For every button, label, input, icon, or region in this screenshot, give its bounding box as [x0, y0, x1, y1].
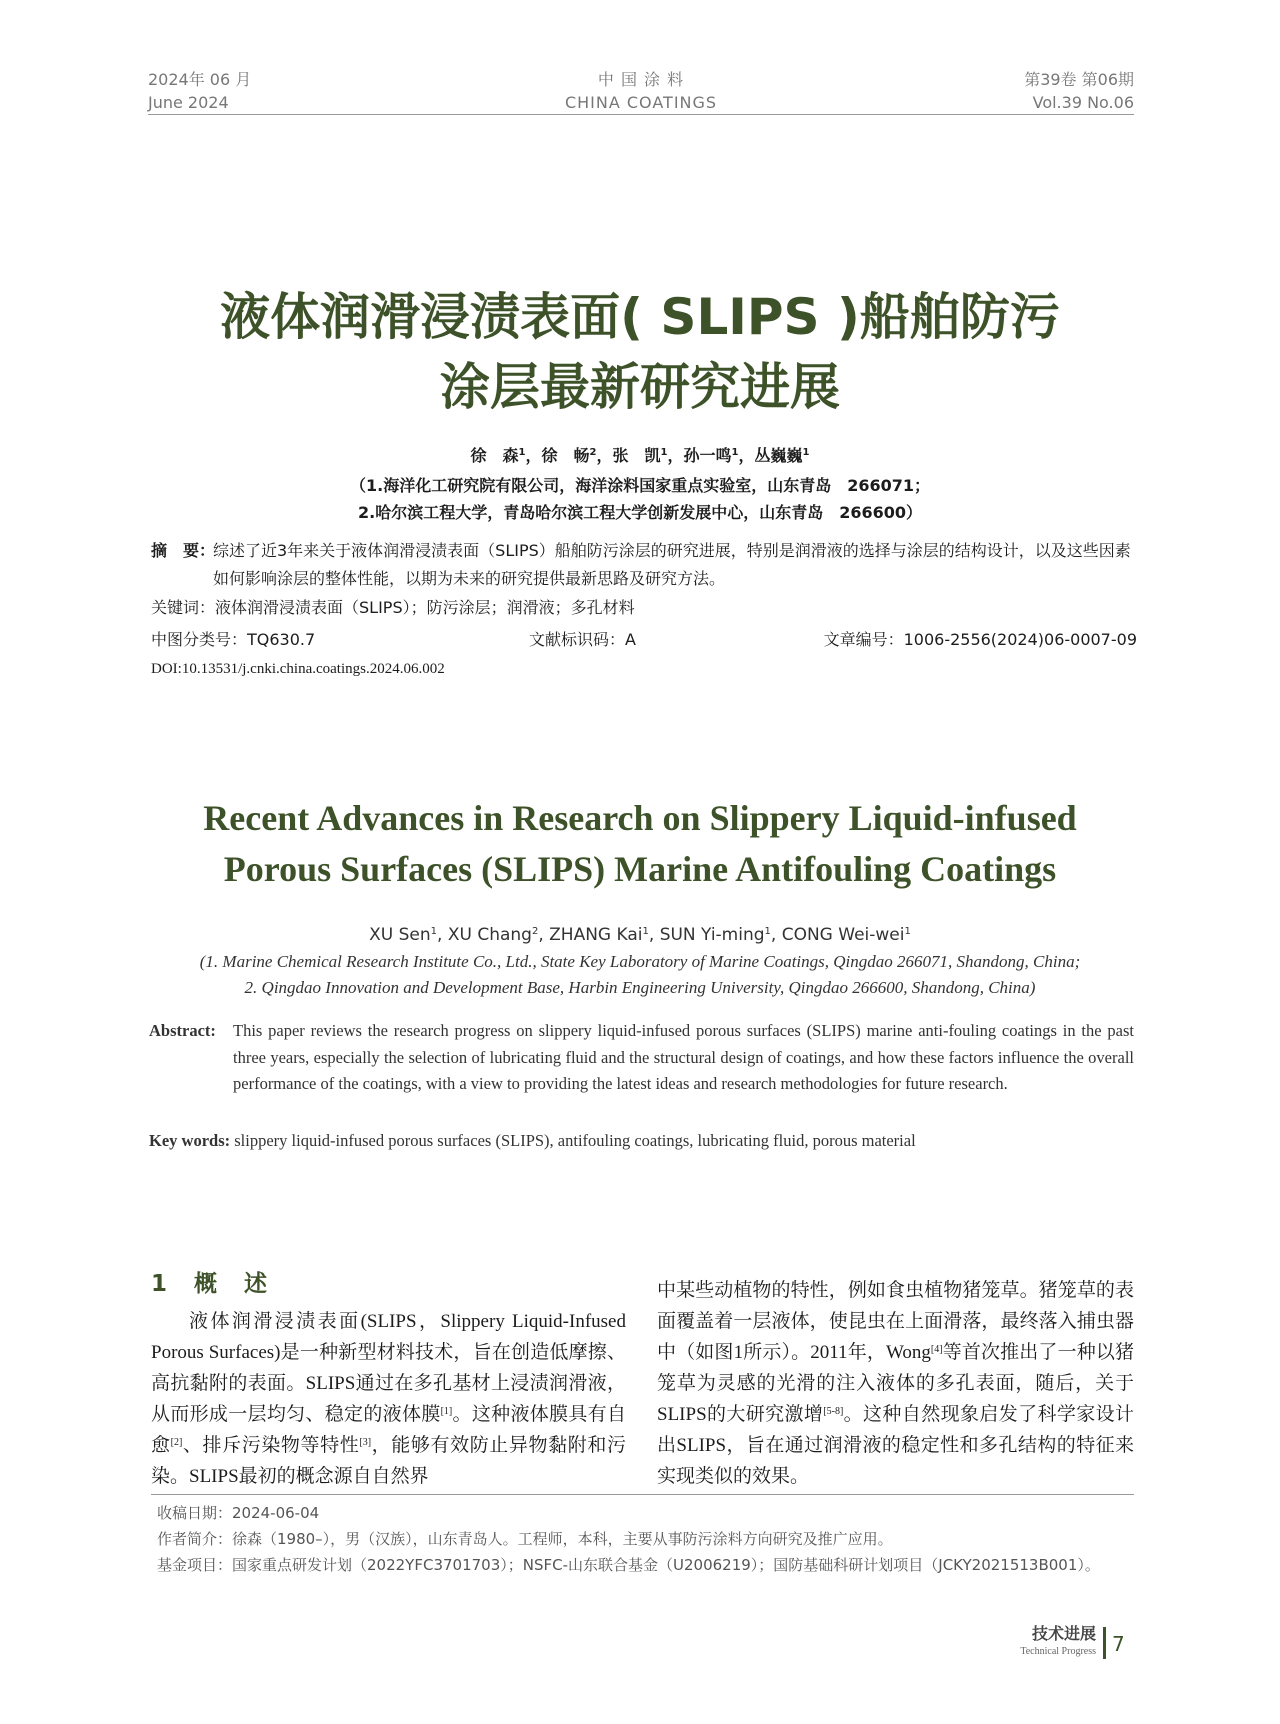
author-cn: 张 凯$^1$: [612, 446, 668, 465]
affiliation-cn-2: 2.哈尔滨工程大学，青岛哈尔滨工程大学创新发展中心，山东青岛 266600）: [357, 503, 922, 522]
header-issue-cn: 第39卷 第06期: [1024, 70, 1134, 89]
affiliations-en: [100, 949, 1180, 1001]
author-list-cn: 徐 森$^1$，徐 畅$^2$，张 凯$^1$，孙一鸣$^1$，丛巍巍$^1$: [470, 446, 810, 465]
author-en: XU Chang$^2$: [447, 925, 539, 945]
paper-title-cn-line1: 液体润滑浸渍表面( SLIPS )船舶防污: [220, 288, 1060, 346]
author-en: SUN Yi-ming$^1$: [659, 925, 771, 945]
header-journal: [148, 68, 1134, 114]
running-header: [148, 68, 1134, 115]
keywords-cn: [151, 595, 1141, 621]
citation: [5-8]: [823, 1406, 844, 1417]
footnote-author-bio: 作者简介：徐森（1980–），男（汉族），山东青岛人。工程师，本科，主要从事防污涂料方向研究及推广应用。: [157, 1530, 893, 1548]
keywords-cn-text: 液体润滑浸渍表面（SLIPS）；防污涂层；润滑液；多孔材料: [215, 598, 635, 617]
affiliation-en-2: 2. Qingdao Innovation and Development Base, Harbin Engineering University, Qingdao 266600, Shandong, China): [244, 978, 1036, 997]
header-issue: [1024, 68, 1134, 114]
paper-title-en: [100, 793, 1180, 895]
body-column-right: 中某些动植物的特性，例如食虫植物猪笼草。猪笼草的表面覆盖着一层液体，使昆虫在上面滑落，最终落入捕虫器中（如图1所示）。2011年，Wong[4]等首次推出了一种以猪笼草为灵感的光滑的注入液体的多孔表面，随后，关于SLIPS的大研究激增[5-8]。这种自然现象启发了科学家设计出SLIPS，旨在通过润滑液的稳定性和多孔结构的特征来实现类似的效果。: [657, 1280, 1134, 1487]
classification-row: [151, 627, 1137, 653]
abstract-cn-text: 综述了近3年来关于液体润滑浸渍表面（SLIPS）船舶防污涂层的研究进展，特别是润滑液的选择与涂层的结构设计，以及这些因素如何影响涂层的整体性能，以期为未来的研究提供最新思路及研究方法。: [213, 541, 1131, 588]
footer-section-cn: 技术进展: [1031, 1624, 1096, 1643]
clc-number: 中图分类号：TQ630.7: [151, 630, 316, 649]
footer-divider: [1103, 1627, 1106, 1659]
citation: [1]: [440, 1406, 453, 1417]
article-number: 文章编号：1006-2556(2024)06-0007-09: [823, 630, 1137, 649]
body-column-left: 液体润滑浸渍表面(SLIPS，Slippery Liquid-Infused Porous Surfaces)是一种新型材料技术，旨在创造低摩擦、高抗黏附的表面。SLIPS通过在多孔基材上浸渍润滑液，从而形成一层均匀、稳定的液体膜[1]。这种液体膜具有自愈[2]、排斥污染物等特性[3]，能够有效防止异物黏附和污染。SLIPS最初的概念源自自然界: [151, 1311, 626, 1487]
affiliation-en-1: (1. Marine Chemical Research Institute Co., Ltd., State Key Laboratory of Marine Coatings, Qingdao 266071, Shandong, China;: [199, 952, 1081, 971]
affiliation-cn-1: （1.海洋化工研究院有限公司，海洋涂料国家重点实验室，山东青岛 266071；: [349, 476, 930, 495]
header-date-cn: 2024年 06 月: [148, 70, 252, 89]
footer-section-en: Technical Progress: [1020, 1646, 1096, 1657]
document-code: 文献标识码：A: [529, 630, 636, 649]
citation: [3]: [359, 1437, 372, 1448]
header-journal-cn: 中 国 涂 料: [597, 70, 685, 89]
footnote-funding: 基金项目：国家重点研发计划（2022YFC3701703）；NSFC-山东联合基金（U2006219）；国防基础科研计划项目（JCKY2021513B001）。: [157, 1556, 1100, 1574]
paper-title-en-line1: Recent Advances in Research on Slippery Liquid-infused: [203, 798, 1077, 838]
citation: [4]: [930, 1344, 943, 1355]
keywords-cn-label: 关键词：: [151, 598, 216, 617]
abstract-cn: [151, 537, 1141, 593]
author-cn: 徐 森$^1$: [470, 446, 526, 465]
header-date-en: June 2024: [148, 93, 229, 112]
abstract-en-label: Abstract:: [149, 1021, 216, 1040]
header-issue-en: Vol.39 No.06: [1032, 93, 1134, 112]
abstract-en-text: This paper reviews the research progress on slippery liquid-infused porous surfaces (SLIPS) marine anti-fouling coatings in the past three years, especially the selection of lubricating fluid and the structural design of coatings, and how these factors influence the overall performance of the coatings, with a view to providing the latest ideas and research methodologies for future research.: [233, 1021, 1134, 1093]
abstract-en: [149, 1018, 1134, 1098]
paper-title-en-line2: Porous Surfaces (SLIPS) Marine Antifouling Coatings: [223, 849, 1057, 889]
author-en: XU Sen$^1$: [369, 925, 438, 945]
citation: [2]: [170, 1437, 183, 1448]
affiliations-cn: [100, 472, 1180, 526]
author-cn: 孙一鸣$^1$: [683, 446, 739, 465]
page-number: 7: [1112, 1632, 1125, 1656]
author-cn: 徐 畅$^2$: [541, 446, 597, 465]
doi: DOI:10.13531/j.cnki.china.coatings.2024.06.002: [151, 661, 445, 677]
header-journal-en: CHINA COATINGS: [564, 93, 718, 112]
author-en: ZHANG Kai$^1$: [549, 925, 649, 945]
paper-title-cn-line2: 涂层最新研究进展: [440, 358, 840, 416]
paper-title-cn: [100, 282, 1180, 422]
keywords-en: [149, 1128, 1134, 1154]
footnote-received-date: 收稿日期：2024-06-04: [157, 1504, 320, 1522]
author-en: CONG Wei-wei$^1$: [781, 925, 911, 945]
section-heading: 1 概 述: [151, 1271, 270, 1297]
author-list-en: XU Sen$^1$, XU Chang$^2$, ZHANG Kai$^1$, SUN Yi-ming$^1$, CONG Wei-wei$^1$: [369, 925, 911, 945]
author-cn: 丛巍巍$^1$: [754, 446, 810, 465]
footnote-divider: [151, 1494, 1134, 1495]
abstract-cn-label: 摘 要：: [151, 541, 216, 560]
keywords-en-text: slippery liquid-infused porous surfaces (SLIPS), antifouling coatings, lubricating fluid, porous material: [234, 1131, 916, 1150]
keywords-en-label: Key words:: [149, 1131, 231, 1150]
